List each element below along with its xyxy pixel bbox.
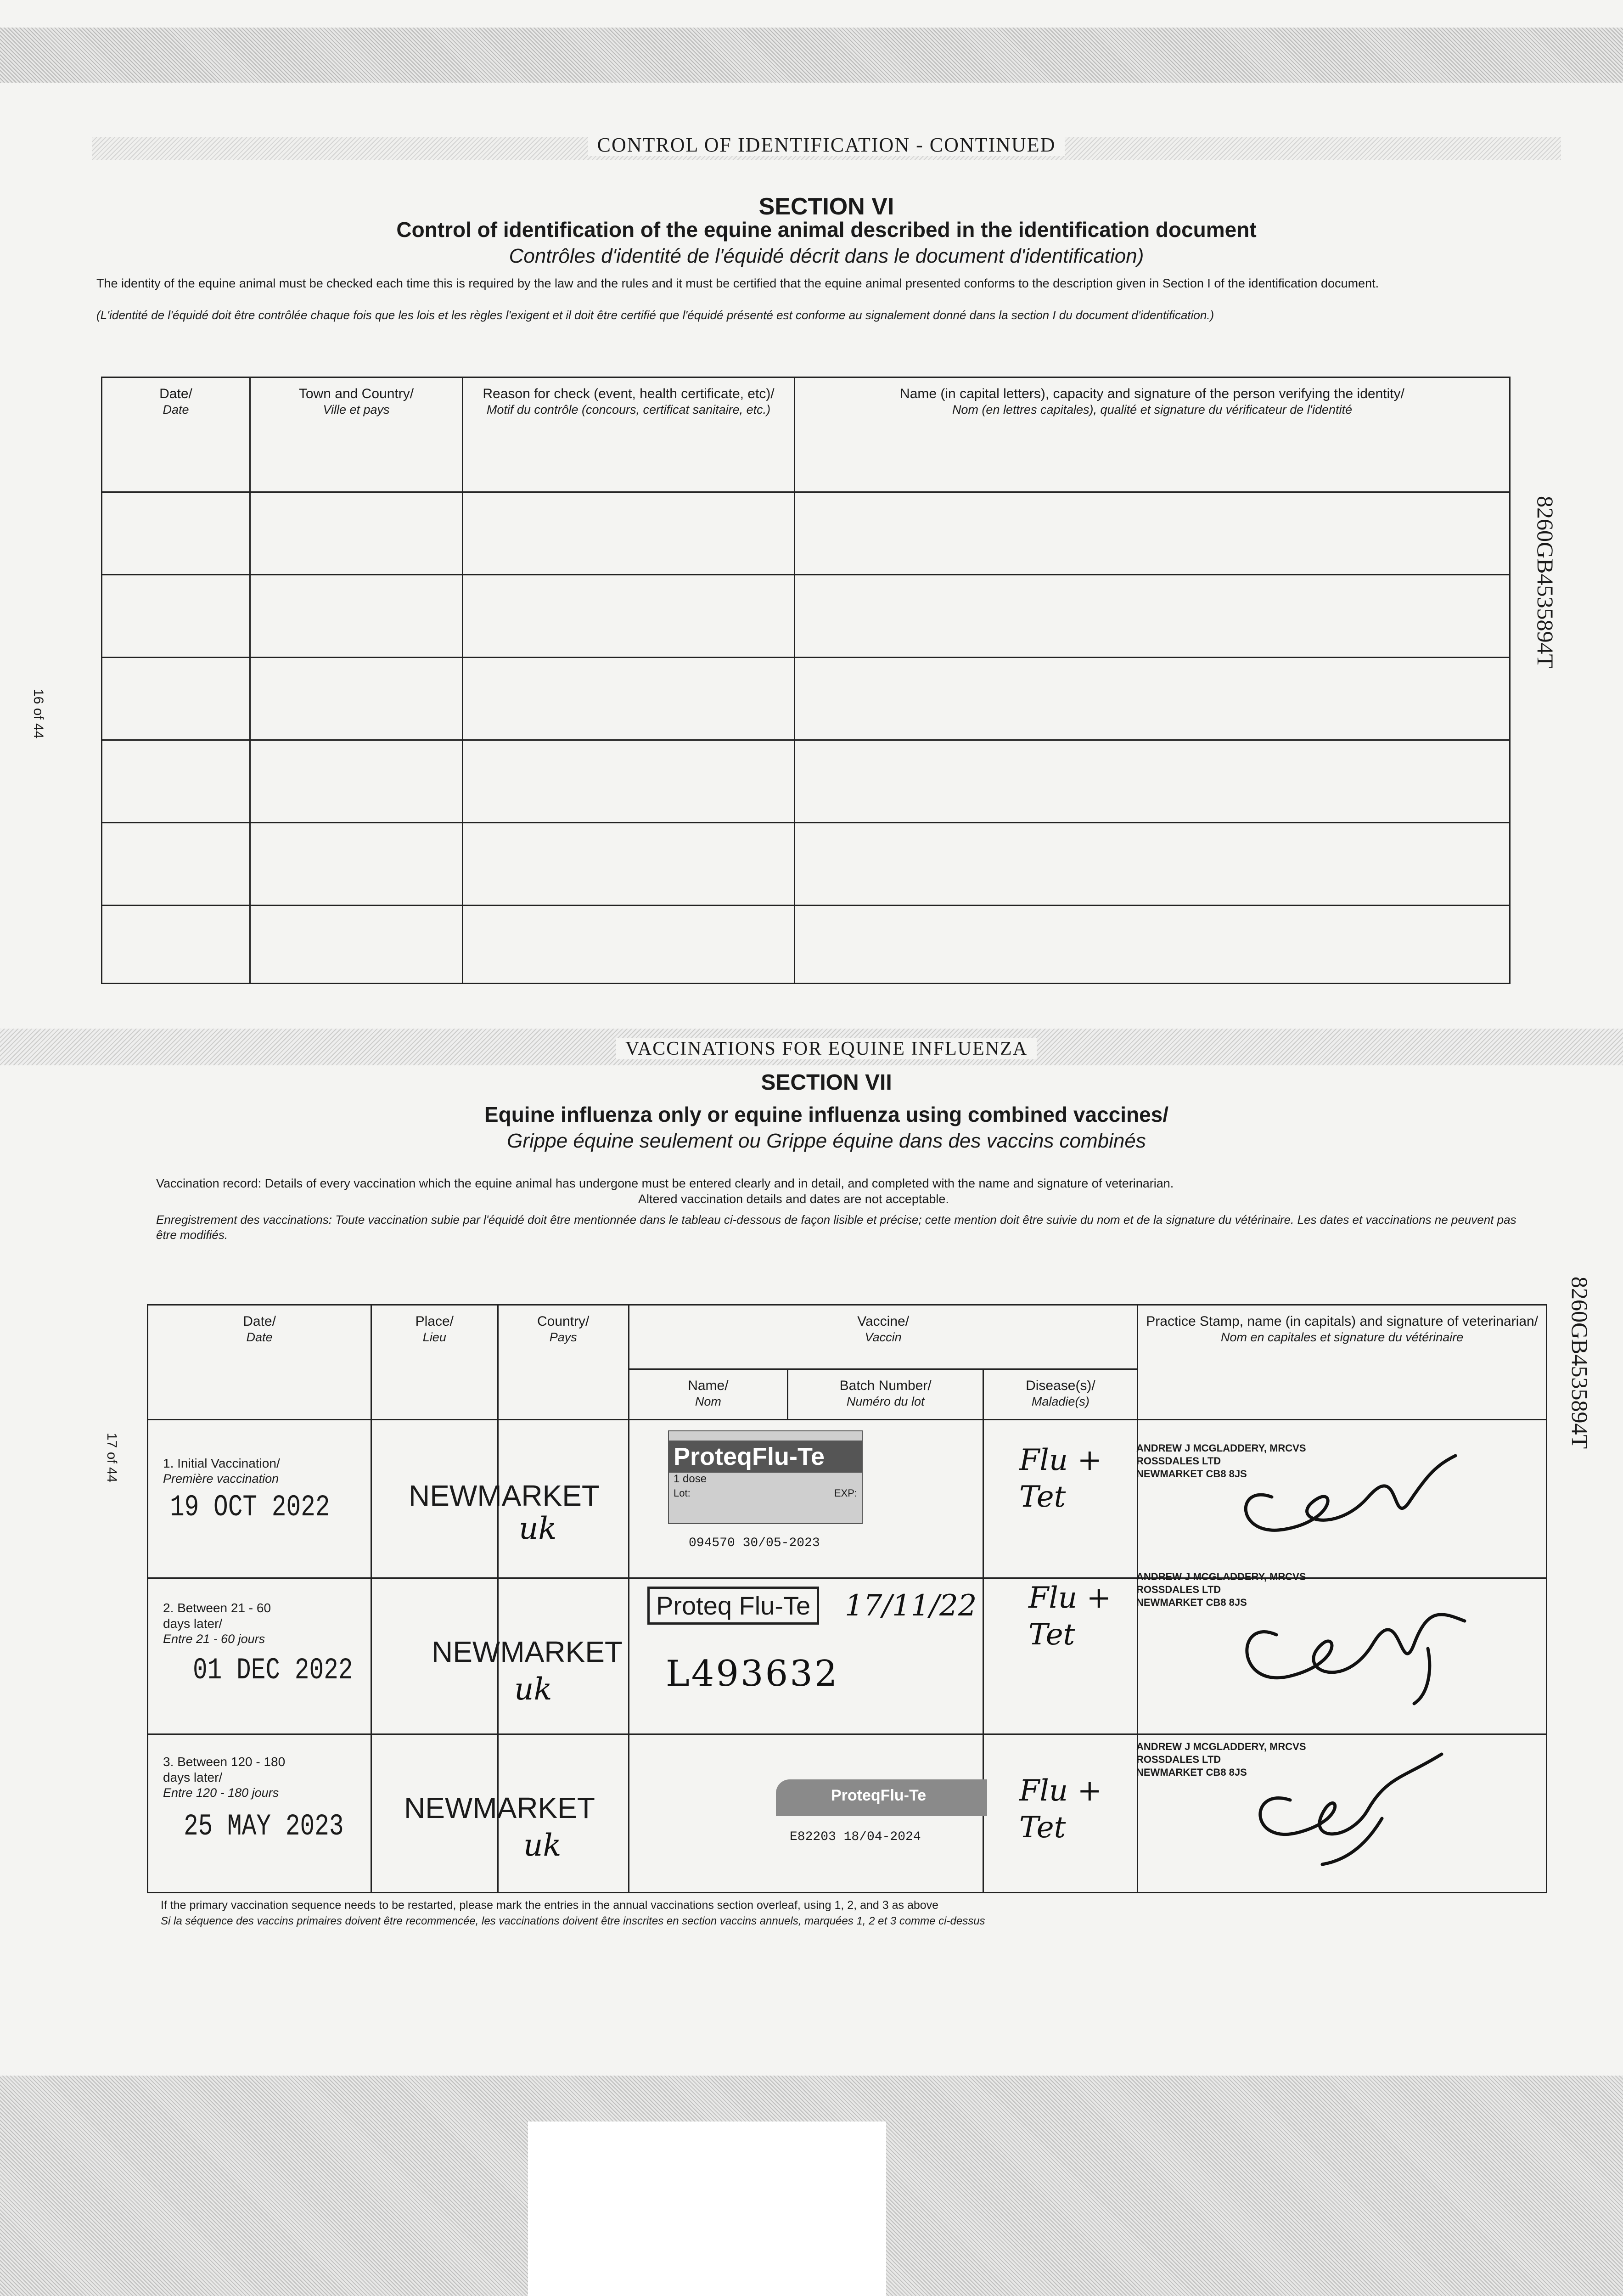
row2-stamp-line2: ROSSDALES LTD: [1136, 1584, 1221, 1595]
cell[interactable]: [795, 823, 1510, 906]
vcol-place-header: [371, 1305, 498, 1420]
cell[interactable]: [463, 492, 795, 575]
cell[interactable]: [250, 740, 463, 823]
vcol-disease-fr: Maladie(s): [1031, 1395, 1089, 1408]
table-row: [102, 575, 1510, 658]
col-town-header: [250, 377, 463, 492]
row1-stamp-line3: NEWMARKET CB8 8JS: [1136, 1468, 1247, 1480]
record-en2-text: Altered vaccination details and dates are not acceptable.: [638, 1192, 949, 1206]
vcol-vaccine-header: [629, 1305, 1137, 1369]
cell[interactable]: [463, 823, 795, 906]
row1-disease: Flu + Tet: [1019, 1443, 1102, 1514]
cell[interactable]: [795, 575, 1510, 658]
section7-banner: [413, 1038, 1240, 1064]
table-row: [102, 740, 1510, 823]
row1-lot-label: Lot:: [674, 1487, 691, 1499]
cell[interactable]: [102, 823, 250, 906]
row1-signature: [1217, 1428, 1474, 1566]
record-en-text: Vaccination record: Details of every vaccination which the equine animal has undergone must be entered clearly and in detail, and completed with the name and signature of veterinarian.: [156, 1176, 1174, 1190]
row2-label-en: 2. Between 21 - 60 days later/: [163, 1601, 271, 1631]
cell[interactable]: [250, 492, 463, 575]
row1-date-stamp: 19 OCT 2022: [170, 1490, 330, 1525]
col-reason-fr: Motif du contrôle (concours, certificat sanitaire, etc.): [486, 403, 771, 416]
vcol-name-fr: Nom: [695, 1395, 721, 1408]
section6-banner-text: CONTROL OF IDENTIFICATION - CONTINUED: [588, 134, 1065, 156]
cell[interactable]: [463, 740, 795, 823]
cell[interactable]: [463, 658, 795, 740]
vcol-batch-en: Batch Number/: [839, 1378, 932, 1393]
vcol-vaccine-en: Vaccine/: [857, 1314, 910, 1329]
cell[interactable]: [795, 906, 1510, 984]
row1-stamp-line2: ROSSDALES LTD: [1136, 1455, 1221, 1467]
vcol-batch-fr: Numéro du lot: [846, 1395, 925, 1408]
row2-batch: L493632: [666, 1653, 839, 1694]
vcol-vet-header: [1138, 1305, 1547, 1420]
row3-stamp-line2: ROSSDALES LTD: [1136, 1754, 1221, 1765]
row1-exp-label: EXP:: [834, 1487, 857, 1499]
cell[interactable]: [102, 740, 250, 823]
row3-label-fr: Entre 120 - 180 jours: [163, 1786, 279, 1800]
scan-top-edge: [0, 28, 1623, 83]
vcol-vet-fr: Nom en capitales et signature du vétérinaire: [1221, 1330, 1464, 1344]
vcol-date-header: [148, 1305, 371, 1420]
row3-country: uk: [523, 1828, 562, 1863]
section6-title: SECTION VI: [758, 193, 894, 220]
row1-lot-exp: [669, 1486, 862, 1501]
section6-intro-fr: (L'identité de l'équidé doit être contrôlée chaque fois que les lois et les règles l'exigent et il doit être certifié que l'équidé présenté est conforme au signalement donné dans la section I du document d'identification.): [96, 308, 1214, 322]
row2-signature: [1212, 1566, 1478, 1713]
cell[interactable]: [795, 492, 1510, 575]
cell[interactable]: [102, 492, 250, 575]
row2-disease: Flu + Tet: [1028, 1581, 1112, 1652]
vcol-vet-en: Practice Stamp, name (in capitals) and signature of veterinarian/: [1146, 1314, 1539, 1329]
section7-banner-text: VACCINATIONS FOR EQUINE INFLUENZA: [616, 1038, 1037, 1059]
row1-country: uk: [519, 1511, 557, 1546]
table-row: [102, 823, 1510, 906]
row2-stamp-line3: NEWMARKET CB8 8JS: [1136, 1597, 1247, 1608]
row2-country: uk: [514, 1671, 552, 1707]
col-date-header: [102, 377, 250, 492]
cell[interactable]: [102, 575, 250, 658]
row2-place: NEWMARKET: [432, 1635, 623, 1668]
cell[interactable]: [250, 823, 463, 906]
row3-vaccine-sticker: [776, 1779, 987, 1816]
side-reference-bottom: 8260GB4535894T: [1567, 1277, 1593, 1449]
vcol-name-en: Name/: [688, 1378, 729, 1393]
cell[interactable]: [250, 575, 463, 658]
section7-footer-en: If the primary vaccination sequence needs to be restarted, please mark the entries in the annual vaccinations section overleaf, using 1, 2, and 3 as above: [161, 1899, 939, 1912]
cell[interactable]: [102, 906, 250, 984]
vcol-date-en: Date/: [243, 1314, 276, 1329]
vcol-batch-header: [787, 1369, 983, 1420]
col-verifier-fr: Nom (en lettres capitales), qualité et signature du vérificateur de l'identité: [952, 403, 1353, 416]
col-town-en: Town and Country/: [298, 386, 414, 401]
vcol-vaccine-fr: Vaccin: [865, 1330, 902, 1344]
section6-table: [101, 377, 1511, 984]
section6-title-fr: Contrôles d'identité de l'équidé décrit dans le document d'identification): [509, 245, 1144, 267]
section7-record-fr: Enregistrement des vaccinations: Toute vaccination subie par l'équidé doit être mentionnée dans le tableau ci-dessous de façon lisible et précise; cette mention doit être suivie du nom et de la signature du vétérinaire. Les dates et vaccinations ne peuvent pas être modifiés.: [156, 1213, 1516, 1242]
row1-place: NEWMARKET: [409, 1479, 600, 1512]
col-date-en: Date/: [159, 386, 192, 401]
redaction-block: [528, 2122, 886, 2296]
section6-title-en: Control of identification of the equine animal described in the identification document: [396, 218, 1257, 242]
table-row: [102, 658, 1510, 740]
row3-disease: Flu + Tet: [1019, 1774, 1102, 1845]
vcol-country-fr: Pays: [549, 1330, 577, 1344]
row3-date-stamp: 25 MAY 2023: [184, 1809, 344, 1844]
row2-vaccine-box: Proteq Flu-Te: [647, 1587, 819, 1625]
section7-page-number: 17 of 44: [104, 1433, 119, 1483]
row1-label-en: 1. Initial Vaccination/: [163, 1456, 280, 1470]
cell[interactable]: [795, 658, 1510, 740]
row2-date-stamp: 01 DEC 2022: [193, 1653, 353, 1688]
section7-title: SECTION VII: [761, 1070, 892, 1095]
table-row: [102, 906, 1510, 984]
vcol-country-header: [498, 1305, 629, 1420]
section6-page-number: 16 of 44: [31, 689, 46, 739]
col-verifier-en: Name (in capital letters), capacity and signature of the person verifying the identity/: [900, 386, 1404, 401]
row1-label-fr: Première vaccination: [163, 1472, 279, 1486]
row3-place: NEWMARKET: [404, 1791, 595, 1824]
row3-label-en: 3. Between 120 - 180 days later/: [163, 1755, 286, 1784]
cell[interactable]: [250, 906, 463, 984]
col-town-fr: Ville et pays: [323, 403, 390, 416]
vcol-disease-header: [983, 1369, 1138, 1420]
row1-vaccine-label: ProteqFlu-Te: [669, 1441, 862, 1473]
col-verifier-header: [795, 377, 1510, 492]
section6-intro-en: The identity of the equine animal must be checked each time this is required by the law and the rules and it must be certified that the equine animal presented conforms to the description given in Section I of the identification document.: [96, 276, 1379, 290]
cell[interactable]: [463, 906, 795, 984]
col-date-fr: Date: [163, 403, 189, 416]
table-row: [102, 492, 1510, 575]
col-reason-header: [463, 377, 795, 492]
vcol-place-fr: Lieu: [422, 1330, 446, 1344]
side-reference-top: 8260GB4535894T: [1533, 496, 1558, 668]
row1-vaccine-sub: 1 dose: [674, 1473, 707, 1485]
row3-vaccine-label: ProteqFlu-Te: [831, 1787, 927, 1804]
cell[interactable]: [463, 575, 795, 658]
vcol-disease-en: Disease(s)/: [1026, 1378, 1095, 1393]
section7-title-en: Equine influenza only or equine influenza using combined vaccines/: [484, 1103, 1169, 1126]
vcol-date-fr: Date: [246, 1330, 273, 1344]
cell[interactable]: [250, 658, 463, 740]
section7-title-fr: Grippe équine seulement ou Grippe équine dans des vaccins combinés: [507, 1130, 1146, 1152]
section6-banner: [413, 133, 1240, 161]
row3-stamp-line3: NEWMARKET CB8 8JS: [1136, 1767, 1247, 1778]
row1-stamp-line1: ANDREW J MCGLADDERY, MRCVS: [1136, 1442, 1306, 1454]
row2-vaccine-date: 17/11/22: [845, 1589, 977, 1623]
row3-label: [163, 1754, 365, 1801]
row3-signature: [1230, 1727, 1469, 1874]
row1-label: [163, 1456, 365, 1486]
row1-vaccine-sticker: [668, 1430, 863, 1524]
vcol-place-en: Place/: [415, 1314, 454, 1329]
row3-stamp-line1: ANDREW J MCGLADDERY, MRCVS: [1136, 1741, 1306, 1752]
row2-label: [163, 1600, 365, 1647]
row2-stamp-line1: ANDREW J MCGLADDERY, MRCVS: [1136, 1571, 1306, 1582]
cell[interactable]: [102, 658, 250, 740]
row1-batch: 094570 30/05-2023: [689, 1536, 820, 1550]
vcol-country-en: Country/: [537, 1314, 590, 1329]
col-reason-en: Reason for check (event, health certificate, etc)/: [483, 386, 775, 401]
vcol-name-header: [629, 1369, 787, 1420]
cell[interactable]: [795, 740, 1510, 823]
section7-footer-fr: Si la séquence des vaccins primaires doivent être recommencée, les vaccinations doivent être inscrites en section vaccins annuels, marquées 1, 2 et 3 comme ci-dessus: [161, 1915, 985, 1927]
row2-label-fr: Entre 21 - 60 jours: [163, 1632, 265, 1646]
row3-batch: E82203 18/04-2024: [790, 1830, 921, 1844]
section7-record-en: [156, 1176, 1533, 1207]
